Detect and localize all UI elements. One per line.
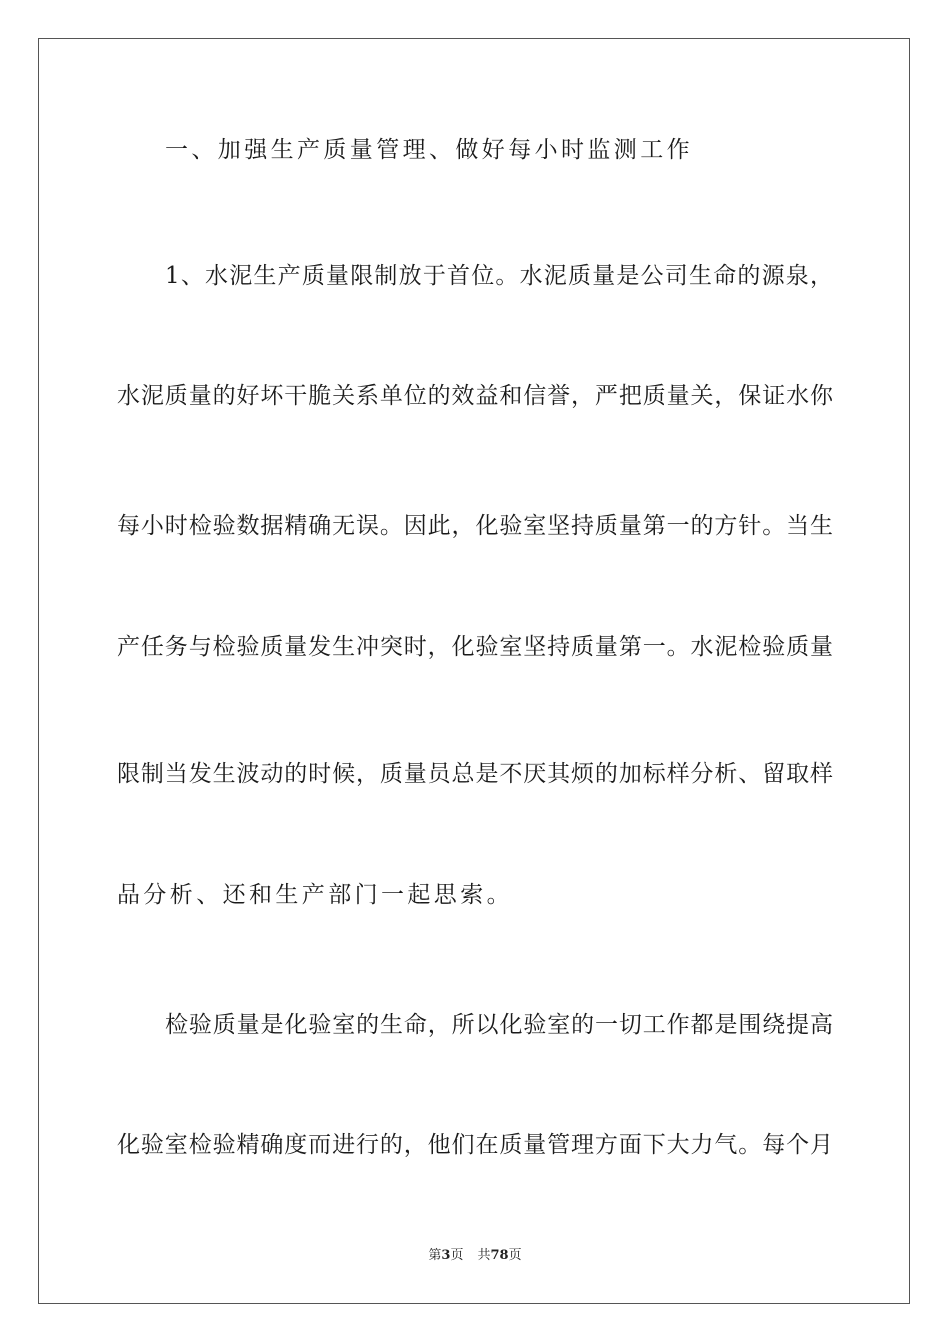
paragraph-line: 化验室检验精确度而进行的，他们在质量管理方面下大力气。每个月 <box>117 1132 833 1158</box>
page-footer <box>0 1247 950 1265</box>
page-prefix: 第 <box>428 1248 442 1263</box>
paragraph-line: 水泥质量的好坏干脆关系单位的效益和信誉，严把质量关，保证水你 <box>117 383 833 409</box>
paragraph-line: 1、水泥生产质量限制放于首位。水泥质量是公司生命的源泉， <box>165 263 833 289</box>
page-number: 3 <box>441 1248 451 1263</box>
page-suffix: 页 <box>450 1248 464 1263</box>
paragraph-line: 每小时检验数据精确无误。因此，化验室坚持质量第一的方针。当生 <box>117 513 833 539</box>
page-frame <box>38 38 910 1304</box>
paragraph-line: 限制当发生波动的时候，质量员总是不厌其烦的加标样分析、留取样 <box>117 761 833 787</box>
total-prefix: 共 <box>477 1248 491 1263</box>
total-pages: 78 <box>490 1248 509 1263</box>
paragraph-line: 产任务与检验质量发生冲突时，化验室坚持质量第一。水泥检验质量 <box>117 634 833 660</box>
total-suffix: 页 <box>508 1248 522 1263</box>
section-heading: 一、加强生产质量管理、做好每小时监测工作 <box>165 137 693 163</box>
paragraph-line: 检验质量是化验室的生命，所以化验室的一切工作都是围绕提高 <box>165 1012 833 1038</box>
paragraph-line: 品分析、还和生产部门一起思索。 <box>117 882 513 908</box>
